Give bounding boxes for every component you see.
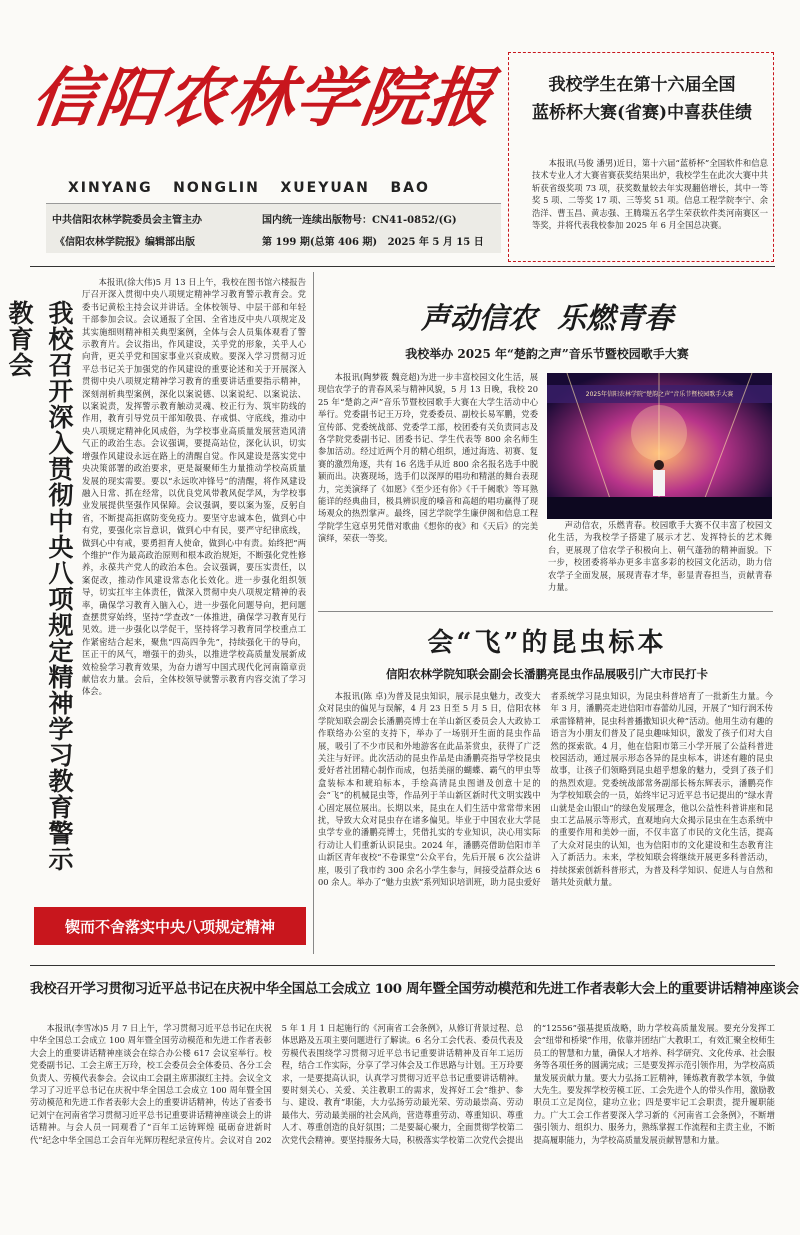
music-subhead: 我校举办 2025 年“楚韵之声”音乐节暨校园歌手大赛 bbox=[405, 347, 689, 361]
music-headline: 声动信农 乐燃青春 bbox=[420, 301, 674, 335]
top-right-title-2: 蓝桥杯大赛(省赛)中喜获佳绩 bbox=[531, 103, 753, 123]
left-headline: 我校召开深入贯彻中央八项规定精神学习教育警示教育会 bbox=[5, 300, 74, 872]
insect-headline: 会“飞”的昆虫标本 bbox=[427, 628, 667, 658]
masthead-publisher: 《信阳农林学院报》编辑部出版 bbox=[55, 237, 195, 248]
top-right-title-1: 我校学生在第十六届全国 bbox=[548, 75, 736, 95]
bottom-body: 本报讯(李雪冰)5 月 7 日上午，学习贯彻习近平总书记在庆祝中华全国总工会成立 100 周年暨全国劳动模范和先进工作者表彰大会上的重要讲话精神座谈会在综合办公楼 617 会议室举行。校党委副书记、工会主席王万玲，校工会委员会全体委员、各分工会负责人、劳模代表参会。会议由工会副主席那淑红主持。会议全文学习了习近平总书记在庆祝中华全国总工会成立 100 周年暨全国劳动模范和先进工作者表彰大会上的重要讲话精神，传达了省委书记刘宁在河南省学习贯彻习近平总书记重要讲话精神座谈会上的讲话精神。与会人员一同观看了“百年工运铸辉煌 砥砺奋进新时代”纪念中华全国总工会百年光辉历程纪录宣传片。会议对自 2025 年 1 月 1 日起施行的《河南省工会条例》，从修订背景过程、总体思路及五项主要问题进行了解读。6 名分工会代表、委员代表及劳模代表围绕学习贯彻习近平总书记重要讲话精神及百年工运历程，结合工作实际，分享了学习体会及工作思路与计划。王万玲要求，一是要提高认识，认真学习贯彻习近平总书记重要讲话精神。要时刻关心、关爱、关注教职工的需求，发挥好工会“维护、参与、建设、教育”职能，大力弘扬劳动最光荣、劳动最崇高、劳动最伟大、劳动最美丽的社会风尚，营造尊重劳动、尊重知识、尊重人才、尊重创造的良好氛围；二是要凝心聚力，全面贯彻学校第二次党代会精神。要坚持服务大局，积极落实学校第二次党代会提出的“12556”强基提质战略，助力学校高质量发展。要充分发挥工会“纽带和桥梁”作用，依靠并团结广大教职工，有效汇聚全校师生员工的智慧和力量，确保人才培养、科学研究、文化传承、社会服务等各项任务的圆满完成；三是要发挥示范引领作用，为学校高质量发展贡献力量。要大力弘扬工匠精神，锤炼教育教学本领，争做大先生。要发挥学校劳模工匠、工会先进个人的带头作用，激励教职员工立足岗位，建功立业；四是要牢记工会职责，提升履职能力。广大工会工作者要深入学习新的《河南省工会条例》，不断增强引领力、组织力、服务力，熟练掌握工作流程和主责主业，不断提高履职能力，为学校高质量发展贡献智慧和力量。 bbox=[30, 1023, 775, 1145]
masthead-issue: 第 199 期(总第 406 期) 2025 年 5 月 15 日 bbox=[262, 237, 484, 248]
music-body: 本报讯(陶梦筱 魏竞超)为进一步丰富校园文化生活，展现信农学子的青春风采与精神风貌，5 月 13 日晚，我校 2025 年“楚韵之声”音乐节暨校园歌手大赛在大学生活动中心举行。党委副书记王万玲，党委委员、副校长易军鹏，党委宣传部、党委统战部、党委学工部，校团委有关负责同志及各学院党委副书记、团委书记、学生代表等 800 余名师生参加活动。经过近两个月的精心组织，通过海选、初赛、复赛的激烈角逐，共有 16 名选手从近 800 余名报名选手中脱颖而出。决赛现场，选手们以深厚的唱功和精湛的舞台表现力，完美演绎了《如愿》《至少还有你》《千千阙歌》等耳熟能详的经典曲目，极具辨识度的嗓音和高超的唱功赢得了现场观众的热烈掌声。最终，园艺学院学生廉伊阁和信息工程学院学生寇卓男凭借对歌曲《想你的夜》和《天后》的完美演绎，荣获一等奖。 bbox=[318, 372, 538, 544]
music-body-2: 声动信农，乐燃青春。校园歌手大赛不仅丰富了校园文化生活，为我校学子搭建了展示才艺、发挥特长的艺术舞台，更展现了信农学子积极向上、朝气蓬勃的精神面貌。下一步，校团委将举办更多丰富多彩的校园文化活动，助力信农学子全面发展，展现青春才华，彰显青春担当，贡献青春力量。 bbox=[548, 520, 772, 593]
masthead-sponsor: 中共信阳农林学院委员会主管主办 bbox=[52, 215, 202, 226]
left-banner-text: 锲而不舍落实中央八项规定精神 bbox=[64, 918, 275, 936]
music-photo-banner: 2025年信阳农林学院“楚韵之声”音乐节暨校园歌手大赛 bbox=[585, 391, 734, 398]
bottom-headline: 我校召开学习贯彻习近平总书记在庆祝中华全国总工会成立 100 周年暨全国劳动模范和先进工作者表彰大会上的重要讲话精神座谈会 bbox=[30, 981, 799, 997]
insect-subhead: 信阳农林学院知联会副会长潘鹏亮昆虫作品展吸引广大市民打卡 bbox=[386, 667, 708, 681]
masthead-title bbox=[26, 40, 502, 158]
top-right-body: 本报讯(马俊 潘男)近日，第十六届“蓝桥杯”全国软件和信息技术专业人才大赛省赛获奖结果出炉，我校学生在此次大赛中共斩获省级奖项 73 项，获奖数量较去年实现翻倍增长，其中一等奖 5 项、二等奖 17 项、三等奖 51 项。信息工程学院李宁、余浩洋、曹玉昌、黄志强、王腾瑞五名学生荣获软件类河南赛区一等奖，并将代表我校参加 2025 年 6 月全国总决赛。 bbox=[532, 158, 768, 231]
rule-mid bbox=[318, 611, 773, 612]
masthead-pinyin: XINYANG NONGLIN XUEYUAN BAO bbox=[68, 180, 430, 196]
left-article-body: 本报讯(徐大伟)5 月 13 日上午，我校在图书馆六楼报告厅召开深入贯彻中央八项规定精神学习教育警示教育会。党委书记黄松主持会议并讲话。全体校领导、中层干部和年轻干部参加会议。会议通报了全国、全省违反中央八项规定及其实施细则精神相关典型案例，全体与会人员集体观看了警示教育片。会议指出，作风建设，关乎党的形象，关乎人心向背，更关乎党和国家事业兴衰成败。要深入学习贯彻习近平总书记关于加强党的作风建设的重要论述和关于开展深入贯彻中央八项规定精神学习教育的重要讲话重要指示精神，深刻剖析典型案例，深化以案说德、以案说纪、以案说法、以案说责，发挥警示教育触动灵魂、校正行为、筑牢防线的作用，教育引导党员干部知敬畏、存戒惧、守底线，推动中央八项规定精神化风成俗，为学校事业高质量发展营造风清气正的政治生态。会议强调，要提高站位，深化认识，切实增强作风建设永远在路上的清醒自觉。作风建设是落实党中央决策部署的政治要求，更是凝聚师生力量推动学校高质量发展的现实需要。要以“永远吹冲锋号”的清醒，将作风建设融入日常、抓在经常，以优良党风带教风促学风，为学校事业发展提供坚强作风保障。会议强调，要以案为鉴，反躬自省，不断提高拒腐防变免疫力。要坚守忠诚本色，做到心中有党，要强化宗旨意识，做到心中有民，要严守纪律底线，做到心中有戒，要勇担育人使命，做到心中有责。始终把“两个维护”作为最高政治原则和根本政治规矩，不断强化党性修养，永葆共产党人的政治本色。会议强调，要压实责任，以案促改，推动作风建设常态化长效化。进一步强化组织领导，切实扛牢主体责任，做深入贯彻中央八项规定精神的表率，确保学习教育入脑入心，进一步强化问题导向，把问题查摆贯穿始终，坚持“学查改”一体推进，确保学习教育见行见效。进一步强化以学促干，坚持将学习教育同学校重点工作紧密结合起来，聚焦“四高四争先”，持续强化干的导向，匡正干的风气，增强干的劲头，以推进学校高质量发展新成效检验学习教育效果，为奋力谱写中国式现代化河南篇章贡献信农力量。会后，全体校领导就警示教育内容交流了学习体会。 bbox=[82, 277, 306, 697]
rule-bottom bbox=[30, 965, 775, 966]
masthead-title-text: 信阳农林学院报 bbox=[26, 61, 500, 136]
masthead-cn: 国内统一连续出版物号：CN41-0852/(G) bbox=[262, 215, 457, 226]
rule-top bbox=[30, 266, 775, 267]
insect-body: 本报讯(陈 卓)为普及昆虫知识，展示昆虫魅力，改变大众对昆虫的偏见与误解，4 月 23 日至 5 月 5 日，信阳农林学院知联会副会长潘鹏亮博士在羊山新区委员会人大政协工作联络办公室的支持下，举办了一场别开生面的昆虫作品展，吸引了不少市民和外地游客在此品茶赏虫，获得了广泛关注与好评。此次活动的昆虫作品是由潘鹏亮指导学校昆虫爱好者社团精心制作而成，包括美丽的蝴蝶、霸气的甲虫等盒装标本和琥珀标本，手绘高清昆虫图谱及创意十足的会“飞”的机械昆虫等，作品列于羊山新区新时代文明实践中心固定展位展出。长期以来，昆虫在人们生活中常常带来困扰，导致大众对昆虫存在诸多偏见。毕业于中国农业大学昆虫学专业的潘鹏亮博士，凭借扎实的专业知识，决心用实际行动让人们重新认识昆虫。2024 年，潘鹏亮借助信阳市羊山新区青年夜校“不卷课堂”公众平台，先后开展 6 次公益讲座，吸引了我市约 300 余名小学生参与，间接受益群众达 600 余人。举办了“魅力虫族”系列知识培训班，助力昆虫爱好者系统学习昆虫知识，为昆虫科普培育了一批新生力量。今年 3 月，潘鹏亮走进信阳市春蕾幼儿园，开展了“知行润禾传承雷锋精神，昆虫科普播撒知识火种”活动。他用生动有趣的语言为小朋友们普及了昆虫趣味知识，激发了孩子们对大自然的探索欲。4 月，他在信阳市第三小学开展了公益科普进校园活动，通过展示形态各异的昆虫标本，讲述有趣的昆虫故事，让孩子们领略到昆虫超乎想象的魅力，受到了孩子们的热烈欢迎。党委统战部常务副部长杨东辉表示，潘鹏亮作为学校知联会的一员，始终牢记习近平总书记提出的“绿水青山就是金山银山”的绿色发展理念，他以公益性科普讲座和昆虫工艺品展示等形式，直观地向大众揭示昆虫在生态系统中的重要作用和美妙一面，不仅丰富了市民的文化生活，提高了大众对昆虫的认知，也为信阳市的文化建设和生态教育注入了新活力。未来，学校知联会将继续开展更多科普活动，持续探索创新科普形式，为普及科学知识、促进人与自然和谐共处贡献力量。 bbox=[318, 691, 773, 888]
column-divider bbox=[313, 272, 314, 954]
